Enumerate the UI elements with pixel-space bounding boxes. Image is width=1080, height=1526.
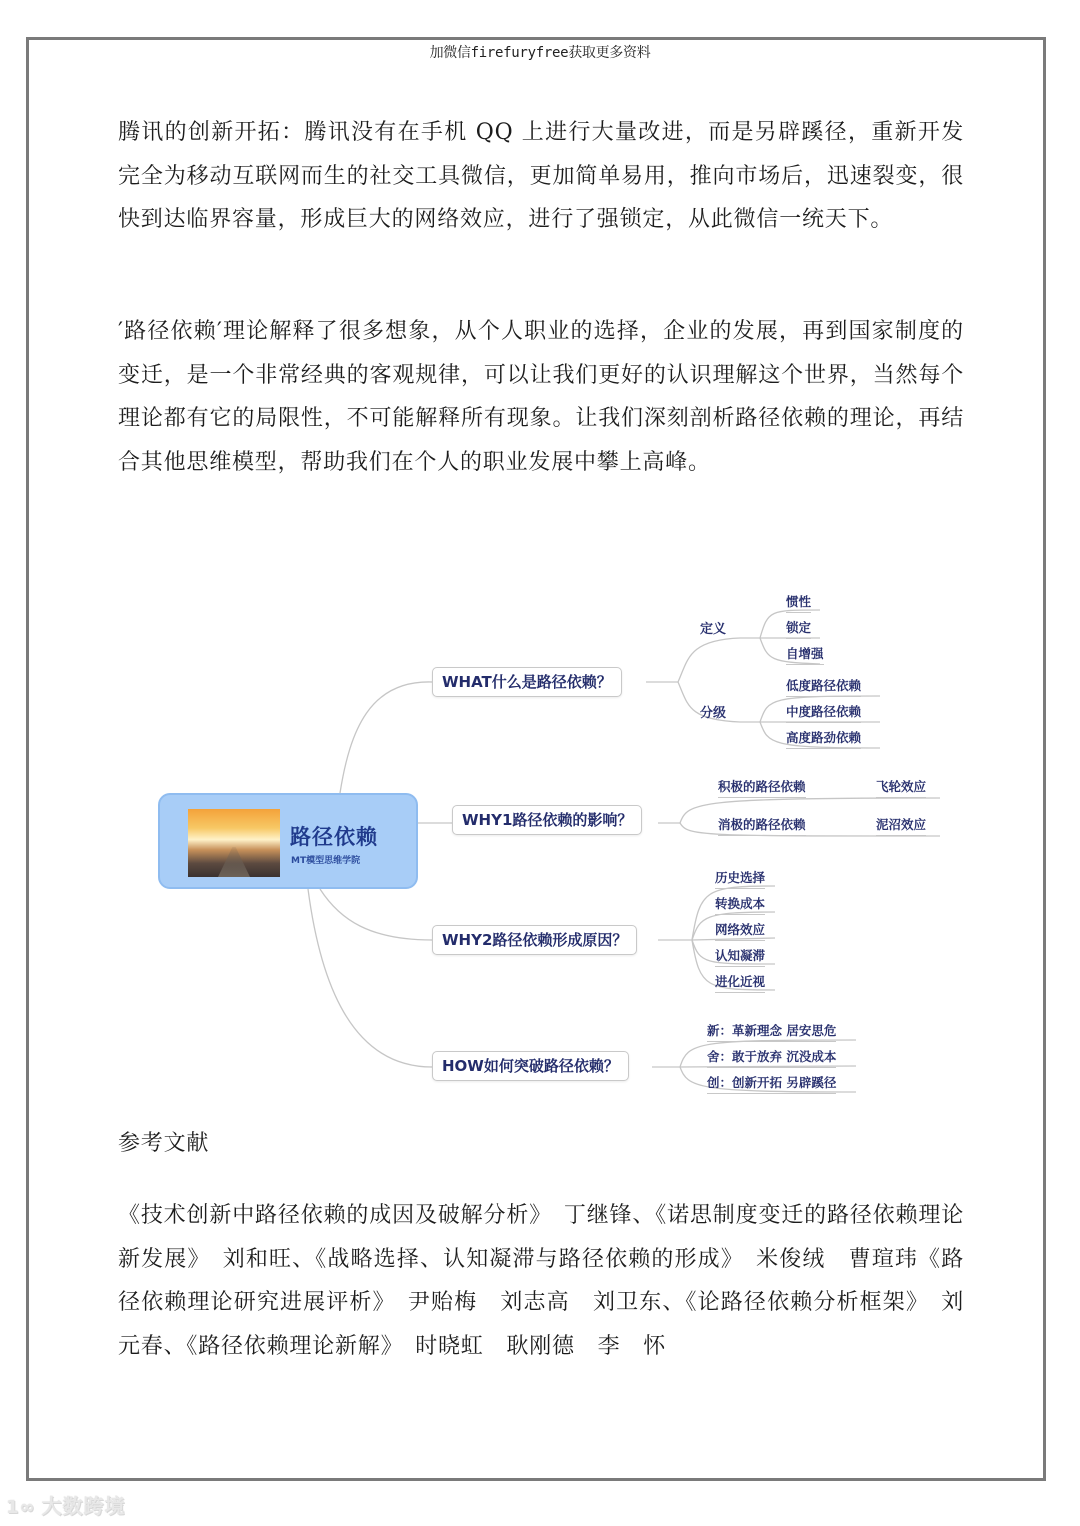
leaf-cognitive-stagnation: 认知凝滞 [715,946,765,967]
watermark [6,1490,126,1519]
leaf-positive-dependence: 积极的路径依赖 [718,777,806,798]
watermark-text: 大数跨境 [41,1494,126,1518]
leaf-quagmire-effect: 泥沼效应 [876,815,926,836]
branch-why2: WHY2路径依赖形成原因？ [432,925,637,955]
leaf-low-dependence: 低度路径依赖 [786,676,861,697]
leaf-historical-choice: 历史选择 [715,868,765,889]
leaf-evolutionary-myopia: 进化近视 [715,972,765,993]
central-subtitle: MT模型思维学院 [291,856,361,866]
central-title: 路径依赖 [290,825,378,849]
leaf-flywheel-effect: 飞轮效应 [876,777,926,798]
header-note: 加微信firefuryfree获取更多资料 [429,45,651,61]
leaf-self-reinforcing: 自增强 [786,644,824,665]
leaf-lock-in: 锁定 [786,618,811,639]
leaf-medium-dependence: 中度路径依赖 [786,702,861,723]
paragraph-path-dependence: ′路径依赖′理论解释了很多想象，从个人职业的选择，企业的发展，再到国家制度的变迁，是一个非常经典的客观规律，可以让我们更好的认识理解这个世界，当然每个理论都有它的局限性，不可能解释所有现象。让我们深刻剖析路径依赖的理论，再结合其他思维模型，帮助我们在个人的职业发展中攀上高峰。 [118,319,964,475]
references-title: 参考文献 [118,1131,210,1156]
branch-what: WHAT什么是路径依赖？ [432,667,622,697]
group-definition: 定义 [700,622,727,637]
railway-track-shape [218,847,250,877]
mindmap-diagram [140,580,980,1100]
leaf-inertia: 惯性 [786,592,811,613]
leaf-negative-dependence: 消极的路径依赖 [718,815,806,836]
branch-why1: WHY1路径依赖的影响？ [452,805,642,835]
mindmap-central-node [158,793,418,889]
paragraph-tencent: 腾讯的创新开拓：腾讯没有在手机 QQ 上进行大量改进，而是另辟蹊径，重新开发完全为移动互联网而生的社交工具微信，更加简单易用，推向市场后，迅速裂变，很快到达临界容量，形成巨大的网络效应，进行了强锁定，从此微信一统天下。 [118,120,964,232]
leaf-create-new-path: 创：创新开拓 另辟蹊径 [707,1073,836,1094]
references-list: 《技术创新中路径依赖的成因及破解分析》 丁继锋、《诺思制度变迁的路径依赖理论新发展》 刘和旺、《战略选择、认知凝滞与路径依赖的形成》 米俊绒 曹瑄玮《路径依赖理论研究进展评析》 尹贻梅 刘志高 刘卫东、《论路径依赖分析框架》 刘元春、《路径依赖理论新解》 时晓虹 耿刚德 李 怀 [118,1203,964,1359]
group-levels: 分级 [700,706,727,721]
leaf-switching-cost: 转换成本 [715,894,765,915]
leaf-abandon-sunk-cost: 舍：敢于放弃 沉没成本 [707,1047,836,1068]
1688-logo-icon: 1∞ [6,1497,36,1518]
leaf-innovate-concept: 新：革新理念 居安思危 [707,1021,836,1042]
sunset-railway-photo [188,809,280,877]
leaf-network-effect: 网络效应 [715,920,765,941]
branch-how: HOW如何突破路径依赖？ [432,1051,629,1081]
leaf-high-dependence: 高度路劲依赖 [786,728,861,749]
